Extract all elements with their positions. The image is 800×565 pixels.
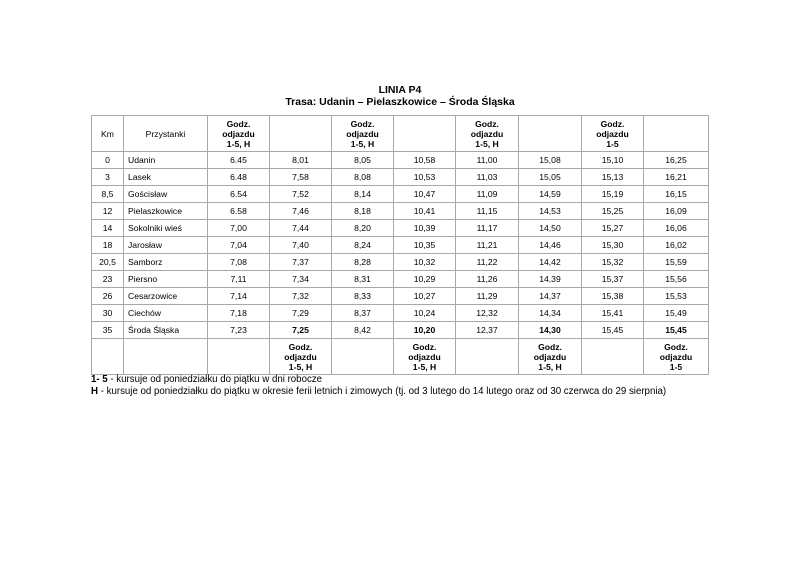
table-header-row (92, 116, 709, 152)
km-cell: 18 (92, 237, 124, 254)
time-cell: 7,29 (270, 305, 332, 322)
time-cell: 15,10 (582, 152, 644, 169)
time-cell: 11,15 (456, 203, 519, 220)
time-cell: 8,20 (332, 220, 394, 237)
time-cell: 11,29 (456, 288, 519, 305)
time-cell: 8,31 (332, 271, 394, 288)
time-cell: 8,14 (332, 186, 394, 203)
time-cell: 15,19 (582, 186, 644, 203)
time-cell: 10,41 (394, 203, 456, 220)
time-cell: 15,59 (644, 254, 709, 271)
time-cell: 12,32 (456, 305, 519, 322)
km-cell: 3 (92, 169, 124, 186)
time-cell: 15,45 (582, 322, 644, 339)
time-cell: 7,23 (208, 322, 270, 339)
time-cell: 10,58 (394, 152, 456, 169)
legend-text: - kursuje od poniedziałku do piątku w dni robocze (107, 374, 323, 385)
header-departure (519, 116, 582, 152)
time-cell: 10,29 (394, 271, 456, 288)
legend-text: - kursuje od poniedziałku do piątku w okresie ferii letnich i zimowych (tj. od 3 lutego do 14 lutego oraz od 30 czerwca do 29 sierpnia) (98, 386, 667, 397)
time-cell: 14,30 (519, 322, 582, 339)
time-cell: 12,37 (456, 322, 519, 339)
header-departure (270, 116, 332, 152)
time-cell: 16,15 (644, 186, 709, 203)
header-departure (644, 116, 709, 152)
time-cell: 6.45 (208, 152, 270, 169)
footer-departure (582, 339, 644, 375)
time-cell: 14,46 (519, 237, 582, 254)
header-departure: Godz. odjazdu 1-5, H (456, 116, 519, 152)
stop-name-cell: Gościsław (124, 186, 208, 203)
stop-name-cell: Cesarzowice (124, 288, 208, 305)
time-cell: 15,37 (582, 271, 644, 288)
time-cell: 8,18 (332, 203, 394, 220)
km-cell: 8,5 (92, 186, 124, 203)
time-cell: 14,53 (519, 203, 582, 220)
footer-departure (332, 339, 394, 375)
time-cell: 7,58 (270, 169, 332, 186)
time-cell: 10,47 (394, 186, 456, 203)
legend-line-1 (91, 374, 322, 386)
time-cell: 8,08 (332, 169, 394, 186)
header-departure: Godz. odjazdu 1-5, H (332, 116, 394, 152)
km-cell: 12 (92, 203, 124, 220)
time-cell: 11,21 (456, 237, 519, 254)
time-cell: 16,02 (644, 237, 709, 254)
time-cell: 6.48 (208, 169, 270, 186)
time-cell: 8,37 (332, 305, 394, 322)
km-cell: 20,5 (92, 254, 124, 271)
time-cell: 15,49 (644, 305, 709, 322)
time-cell: 8,24 (332, 237, 394, 254)
time-cell: 7,32 (270, 288, 332, 305)
header-stops: Przystanki (124, 116, 208, 152)
time-cell: 7,04 (208, 237, 270, 254)
time-cell: 7,11 (208, 271, 270, 288)
time-cell: 11,22 (456, 254, 519, 271)
time-cell: 7,44 (270, 220, 332, 237)
time-cell: 7,00 (208, 220, 270, 237)
table-row (92, 169, 709, 186)
time-cell: 8,01 (270, 152, 332, 169)
legend-key: H (91, 386, 98, 397)
table-row (92, 186, 709, 203)
time-cell: 16,06 (644, 220, 709, 237)
header-departure: Godz. odjazdu 1-5 (582, 116, 644, 152)
footer-departure: Godz. odjazdu 1-5, H (270, 339, 332, 375)
time-cell: 11,00 (456, 152, 519, 169)
time-cell: 10,27 (394, 288, 456, 305)
time-cell: 15,30 (582, 237, 644, 254)
time-cell: 15,38 (582, 288, 644, 305)
time-cell: 15,25 (582, 203, 644, 220)
time-cell: 11,17 (456, 220, 519, 237)
time-cell: 8,33 (332, 288, 394, 305)
table-row (92, 254, 709, 271)
time-cell: 7,18 (208, 305, 270, 322)
header-departure: Godz. odjazdu 1-5, H (208, 116, 270, 152)
table-row (92, 203, 709, 220)
time-cell: 15,13 (582, 169, 644, 186)
stop-name-cell: Piersno (124, 271, 208, 288)
table-row (92, 305, 709, 322)
stop-name-cell: Ciechów (124, 305, 208, 322)
time-cell: 14,39 (519, 271, 582, 288)
stop-name-cell: Środa Śląska (124, 322, 208, 339)
table-footer-row (92, 339, 709, 375)
time-cell: 10,20 (394, 322, 456, 339)
time-cell: 14,34 (519, 305, 582, 322)
time-cell: 7,25 (270, 322, 332, 339)
time-cell: 15,05 (519, 169, 582, 186)
time-cell: 14,37 (519, 288, 582, 305)
time-cell: 10,35 (394, 237, 456, 254)
time-cell: 10,53 (394, 169, 456, 186)
time-cell: 14,50 (519, 220, 582, 237)
route-subtitle: Trasa: Udanin – Pielaszkowice – Środa Śląska (285, 96, 515, 108)
time-cell: 7,08 (208, 254, 270, 271)
footer-empty (92, 339, 124, 375)
header-departure (394, 116, 456, 152)
footer-departure (208, 339, 270, 375)
stop-name-cell: Jarosław (124, 237, 208, 254)
footer-departure: Godz. odjazdu 1-5 (644, 339, 709, 375)
footer-departure (456, 339, 519, 375)
stop-name-cell: Samborz (124, 254, 208, 271)
time-cell: 7,14 (208, 288, 270, 305)
time-cell: 15,45 (644, 322, 709, 339)
time-cell: 10,24 (394, 305, 456, 322)
time-cell: 8,28 (332, 254, 394, 271)
time-cell: 8,05 (332, 152, 394, 169)
header-km: Km (92, 116, 124, 152)
time-cell: 15,27 (582, 220, 644, 237)
stop-name-cell: Pielaszkowice (124, 203, 208, 220)
time-cell: 7,52 (270, 186, 332, 203)
table-row (92, 220, 709, 237)
time-cell: 15,41 (582, 305, 644, 322)
stop-name-cell: Sokolniki wieś (124, 220, 208, 237)
time-cell: 7,40 (270, 237, 332, 254)
time-cell: 14,59 (519, 186, 582, 203)
legend-key: 1- 5 (91, 374, 108, 385)
table-row (92, 237, 709, 254)
time-cell: 7,34 (270, 271, 332, 288)
time-cell: 16,09 (644, 203, 709, 220)
time-cell: 11,26 (456, 271, 519, 288)
km-cell: 35 (92, 322, 124, 339)
timetable (91, 115, 709, 375)
stop-name-cell: Udanin (124, 152, 208, 169)
time-cell: 6.58 (208, 203, 270, 220)
time-cell: 10,39 (394, 220, 456, 237)
time-cell: 10,32 (394, 254, 456, 271)
time-cell: 16,25 (644, 152, 709, 169)
footer-empty (124, 339, 208, 375)
time-cell: 15,53 (644, 288, 709, 305)
km-cell: 23 (92, 271, 124, 288)
time-cell: 14,42 (519, 254, 582, 271)
page-title: LINIA P4 (378, 84, 422, 96)
time-cell: 16,21 (644, 169, 709, 186)
table-row (92, 288, 709, 305)
legend-line-2 (91, 386, 666, 398)
stop-name-cell: Lasek (124, 169, 208, 186)
time-cell: 7,46 (270, 203, 332, 220)
time-cell: 8,42 (332, 322, 394, 339)
footer-departure: Godz. odjazdu 1-5, H (394, 339, 456, 375)
km-cell: 0 (92, 152, 124, 169)
footer-departure: Godz. odjazdu 1-5, H (519, 339, 582, 375)
table-row (92, 152, 709, 169)
table-row (92, 271, 709, 288)
km-cell: 26 (92, 288, 124, 305)
time-cell: 6.54 (208, 186, 270, 203)
time-cell: 15,32 (582, 254, 644, 271)
km-cell: 14 (92, 220, 124, 237)
time-cell: 7,37 (270, 254, 332, 271)
time-cell: 15,08 (519, 152, 582, 169)
time-cell: 11,03 (456, 169, 519, 186)
time-cell: 11,09 (456, 186, 519, 203)
time-cell: 15,56 (644, 271, 709, 288)
table-row (92, 322, 709, 339)
km-cell: 30 (92, 305, 124, 322)
